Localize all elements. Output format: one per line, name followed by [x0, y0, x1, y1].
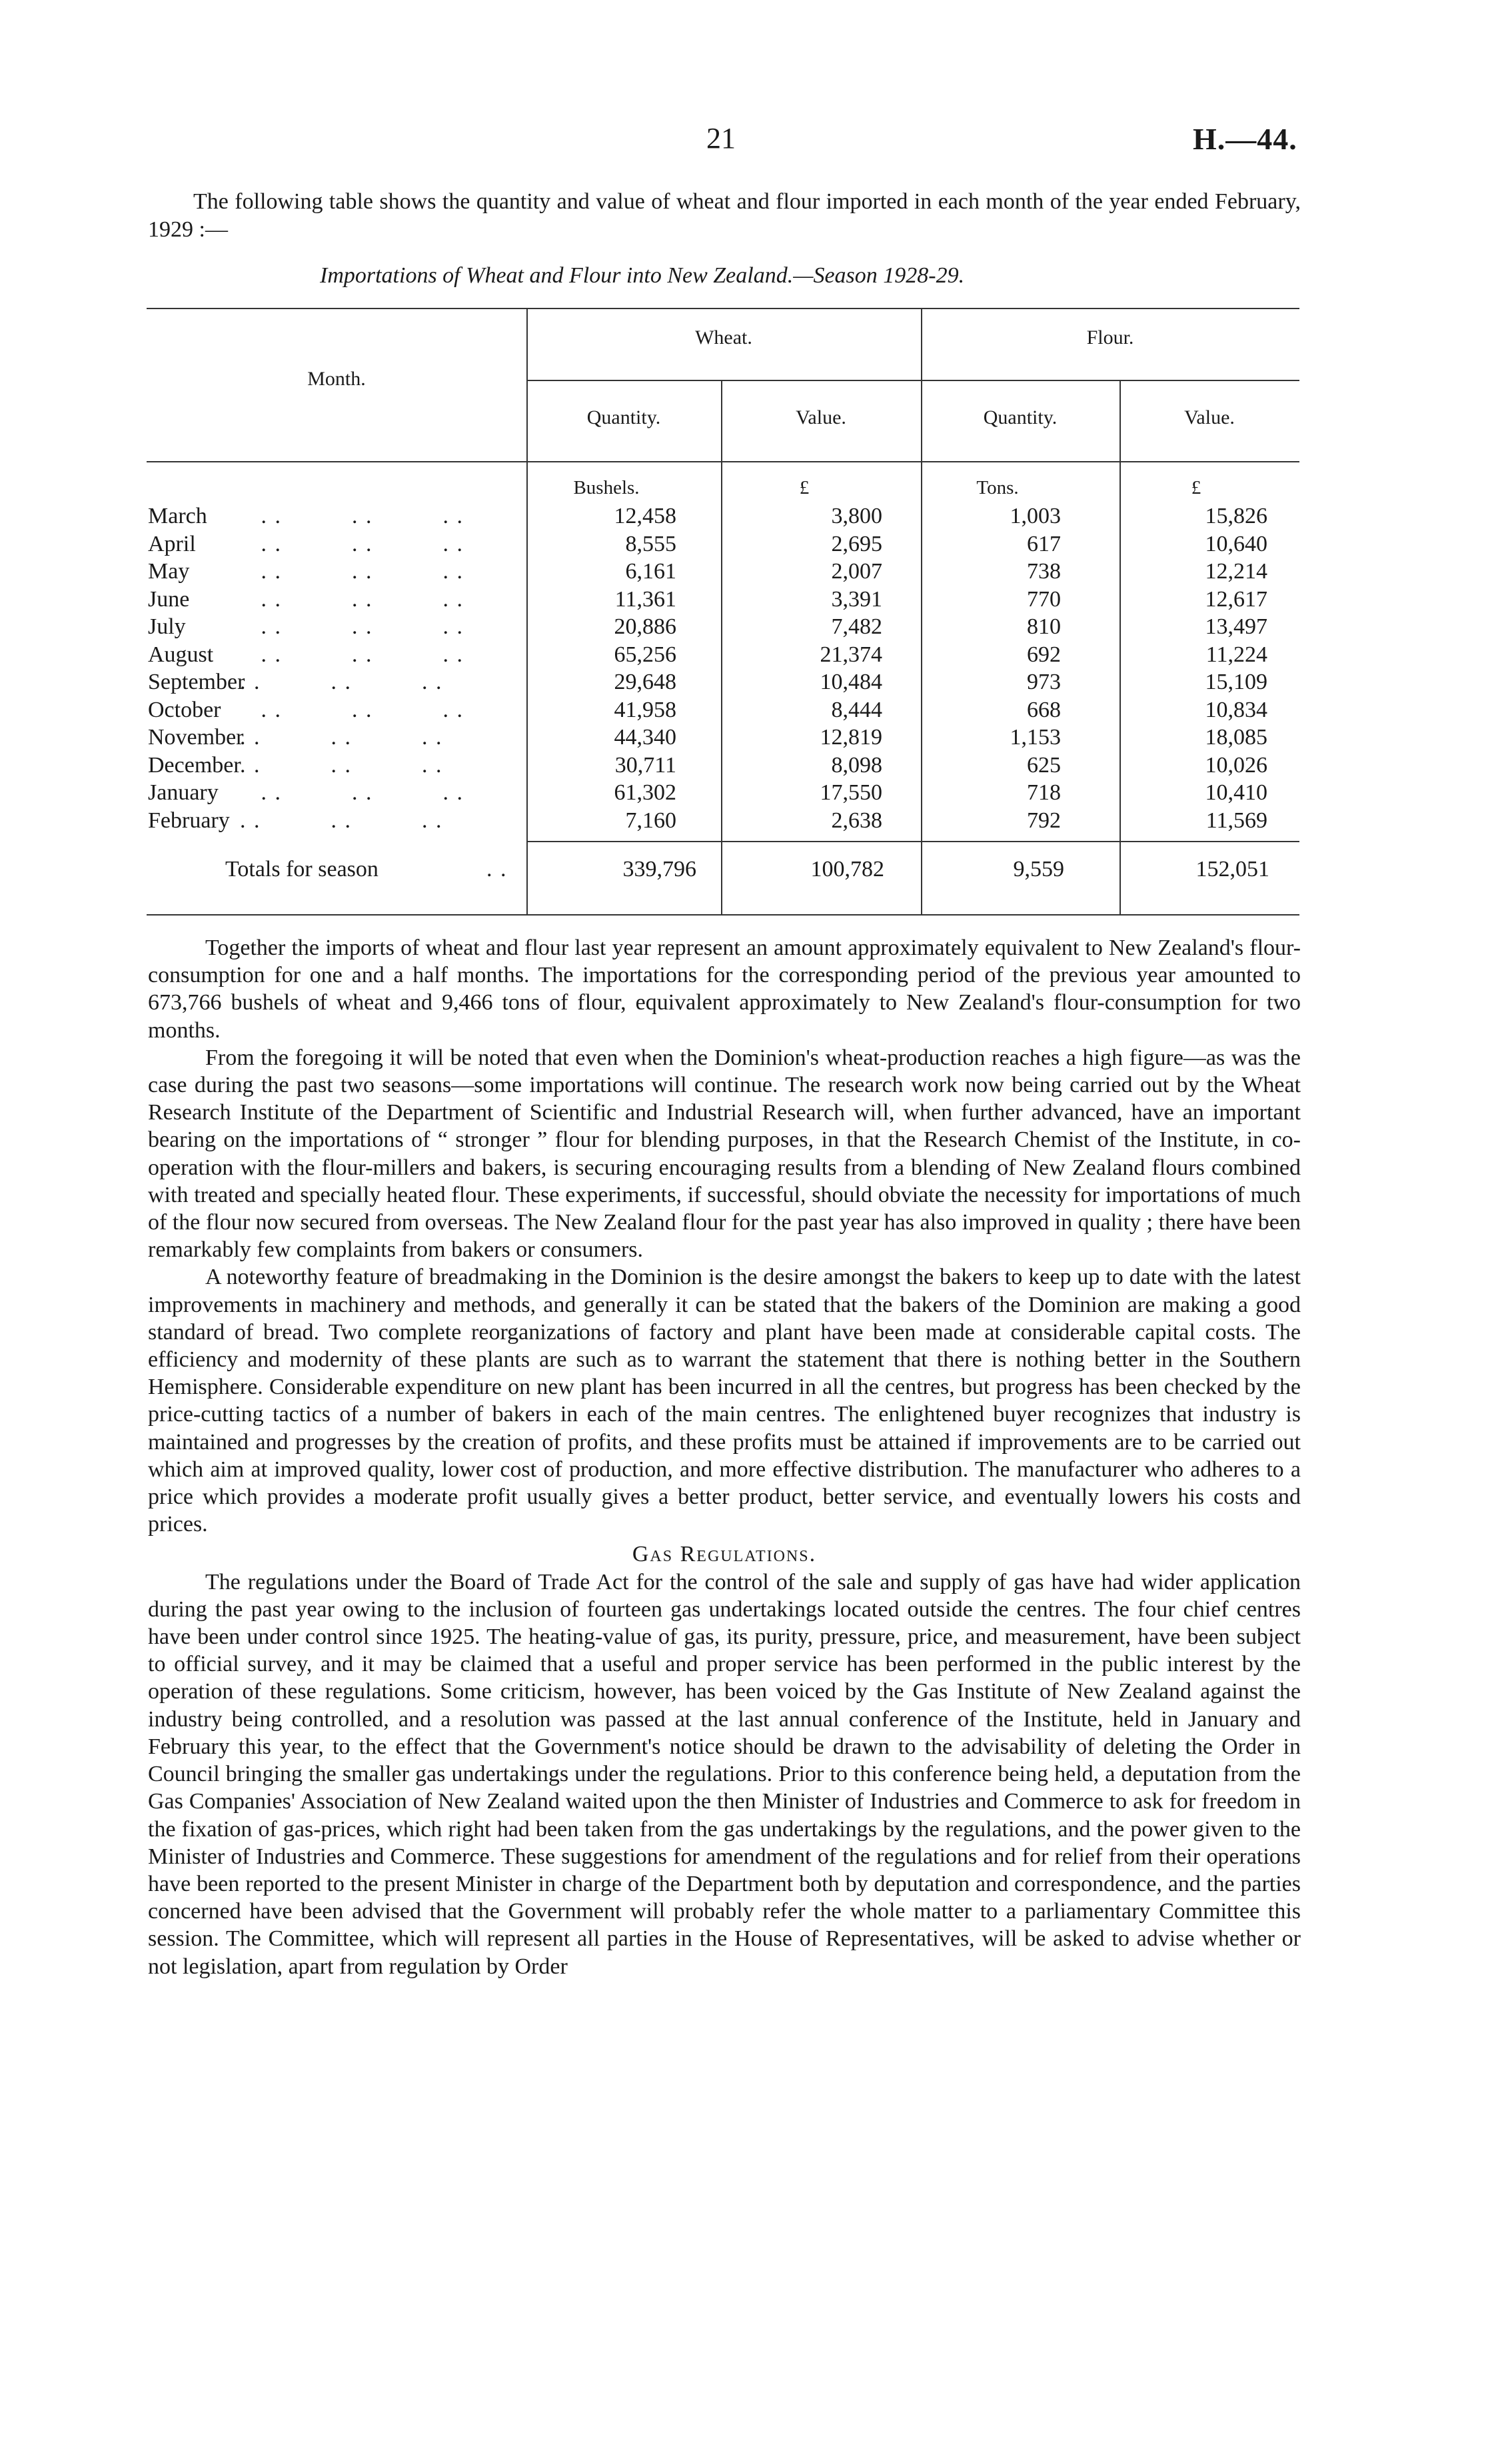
table-cell-flour-value: 18,085: [1205, 725, 1267, 750]
table-row: [147, 752, 506, 780]
table-cell-wheat-value: 12,819: [820, 725, 882, 750]
leader-dots: . . . . . .: [240, 752, 443, 778]
table-cell-flour-value: 10,640: [1205, 531, 1267, 556]
table-cell-flour-value: 12,214: [1205, 559, 1267, 584]
table-totals-rule: [526, 841, 1299, 842]
table-cell-wheat-value: 10,484: [820, 670, 882, 694]
table-cell-wheat-quantity: 20,886: [614, 614, 676, 639]
header-wheat: Wheat.: [695, 326, 752, 348]
total-wheat-value: 100,782: [810, 857, 884, 882]
table-row: [147, 586, 506, 614]
table-cell-flour-value: 11,224: [1205, 642, 1267, 667]
leader-dots: . . . . . .: [240, 586, 464, 612]
leader-dots: . . . . . .: [240, 725, 443, 750]
month-label: November: [148, 725, 244, 750]
table-row: [147, 613, 506, 641]
unit-flour-quantity: Tons.: [976, 477, 1019, 498]
table-row: [147, 641, 506, 669]
table-cell-flour-quantity: 738: [1027, 559, 1061, 584]
month-label: August: [148, 642, 214, 667]
month-label: October: [148, 697, 221, 722]
table-cell-wheat-quantity: 61,302: [614, 780, 676, 805]
imports-table: [147, 308, 1299, 916]
table-row: [147, 807, 506, 835]
table-cell-wheat-quantity: 41,958: [614, 697, 676, 722]
wheat-quantity-column: [526, 502, 676, 834]
leader-dots: . . . . . .: [240, 642, 464, 667]
leader-dots: . . . . . .: [240, 808, 443, 833]
table-row: [147, 502, 506, 530]
table-cell-wheat-value: 3,800: [831, 504, 882, 528]
page-reference: H.—44.: [1193, 122, 1297, 156]
table-cell-flour-value: 15,109: [1205, 670, 1267, 694]
month-label: March: [148, 504, 207, 528]
leader-dots: . . . . . .: [240, 531, 464, 556]
table-cell-wheat-quantity: 30,711: [614, 752, 676, 778]
unit-flour-value: £: [1191, 477, 1201, 498]
table-cell-flour-quantity: 770: [1027, 586, 1061, 612]
month-label: December: [148, 752, 241, 778]
paragraph-breadmaking: A noteworthy feature of breadmaking in the Dominion is the desire amongst the bakers to keep up to date with the latest improvements in machinery and methods, and generally it can be stated that the bakers of the Dominion are making a good standard of bread. Two complete reorganizations of factory and plant have been made at considerable capital costs. The efficiency and modernity of these plants are such as to warrant the statement that there is nothing better in the Southern Hemisphere. Considerable expenditure on new plant has been incurred in all the centres, but progress has been checked by the price-cutting tactics of a number of bakers in each of the main centres. The enlightened buyer recognizes that industry is maintained and progresses by the creation of profits, and these profits must be attained if improvements are to be carried out which aim at improved quality, lower cost of production, and more effective distribution. The manufacturer who adheres to a price which provides a moderate profit usually gives a better product, better service, and eventually lowers his costs and prices.: [148, 1265, 1301, 1537]
header-wheat-value: Value.: [796, 406, 846, 428]
totals-label: Totals for season: [225, 857, 378, 882]
flour-value-column: [1119, 502, 1267, 834]
month-label: May: [148, 559, 190, 584]
table-cell-flour-value: 15,826: [1205, 504, 1267, 528]
table-cell-flour-quantity: 625: [1027, 752, 1061, 778]
month-label: January: [148, 780, 219, 805]
table-caption: Importations of Wheat and Flour into New Zealand.—Season 1928-29.: [320, 263, 965, 288]
table-cell-wheat-quantity: 65,256: [614, 642, 676, 667]
leader-dots: . . . . . .: [240, 670, 443, 694]
table-cell-flour-quantity: 617: [1027, 531, 1061, 556]
table-cell-flour-quantity: 718: [1027, 780, 1061, 805]
leader-dots: . . . . . .: [240, 780, 464, 805]
table-cell-flour-quantity: 692: [1027, 642, 1061, 667]
table-cell-flour-value: 10,410: [1205, 780, 1267, 805]
month-column: [147, 502, 506, 834]
header-flour-quantity: Quantity.: [983, 406, 1058, 428]
table-bottom-rule: [147, 914, 1299, 916]
table-cell-wheat-quantity: 11,361: [614, 586, 676, 612]
table-cell-wheat-quantity: 44,340: [614, 725, 676, 750]
table-cell-wheat-quantity: 29,648: [614, 670, 676, 694]
table-cell-flour-value: 10,026: [1205, 752, 1267, 778]
unit-wheat-quantity: Bushels.: [573, 477, 640, 498]
table-row: [147, 779, 506, 807]
table-cell-wheat-value: 2,007: [831, 559, 882, 584]
intro-paragraph: The following table shows the quantity and value of wheat and flour imported in each month of the year ended February, 1929 :—: [148, 189, 1301, 242]
table-cell-wheat-quantity: 12,458: [614, 504, 676, 528]
table-row: [147, 724, 506, 752]
table-cell-flour-value: 11,569: [1205, 808, 1267, 833]
unit-wheat-value: £: [799, 477, 810, 498]
table-cell-wheat-value: 8,444: [831, 697, 882, 722]
table-cell-flour-quantity: 792: [1027, 808, 1061, 833]
table-cell-flour-quantity: 668: [1027, 697, 1061, 722]
body-text: [148, 934, 1301, 1980]
header-month: Month.: [307, 368, 366, 390]
table-subheader-rule: [526, 380, 1299, 381]
table-cell-flour-quantity: 973: [1027, 670, 1061, 694]
table-cell-flour-value: 10,834: [1205, 697, 1267, 722]
table-row: [147, 558, 506, 586]
section-heading-gas-regulations: Gas Regulations.: [632, 1542, 817, 1567]
table-row: [147, 530, 506, 558]
table-cell-flour-quantity: 1,153: [1010, 725, 1061, 750]
total-flour-value: 152,051: [1195, 857, 1269, 882]
table-cell-wheat-quantity: 8,555: [625, 531, 676, 556]
leader-dots: . . . . . .: [240, 504, 464, 528]
table-cell-flour-quantity: 1,003: [1010, 504, 1061, 528]
leader-dots: . . . . . .: [240, 559, 464, 584]
table-cell-wheat-value: 17,550: [820, 780, 882, 805]
wheat-value-column: [721, 502, 882, 834]
header-flour-value: Value.: [1184, 406, 1235, 428]
table-cell-wheat-value: 21,374: [820, 642, 882, 667]
leader-dots: . . . . . .: [240, 697, 464, 722]
page-number: 21: [706, 122, 736, 155]
table-cell-wheat-value: 3,391: [831, 586, 882, 612]
flour-quantity-column: [921, 502, 1061, 834]
paragraph-imports-summary: Together the imports of wheat and flour last year represent an amount approximately equivalent to New Zealand's flour-consumption for one and a half months. The importations for the corresponding period of the previous year amounted to 673,766 bushels of wheat and 9,466 tons of flour, equivalent approximately to New Zealand's flour-consumption for two months.: [148, 935, 1301, 1043]
month-label: June: [148, 586, 190, 612]
paragraph-gas-regulations: The regulations under the Board of Trade Act for the control of the sale and supply of gas have had wider application during the past year owing to the inclusion of fourteen gas undertakings located outside the centres. The four chief centres have been under control since 1925. The heating-value of gas, its purity, pressure, price, and measurement, have been subject to official survey, and it may be claimed that a useful and proper service has been performed in the public interest by the operation of these regulations. Some criticism, however, has been voiced by the Gas Institute of New Zealand against the industry being controlled, and a resolution was passed at the last annual conference of the Institute, held in January and February this year, to the effect that the Government's notice should be drawn to the advisability of deleting the Order in Council bringing the smaller gas undertakings under the regulations. Prior to this conference being held, a deputation from the Gas Companies' Association of New Zealand waited upon the then Minister of Industries and Commerce to ask for freedom in the fixation of gas-prices, which right had been taken from the gas undertakings by the regulations, and the power given to the Minister of Industries and Commerce. These suggestions for amendment of the regulations and for relief from their operations have been reported to the present Minister in charge of the Department both by deputation and correspondence, and the parties concerned have been advised that the Government will probably refer the whole matter to a parliamentary Committee this session. The Committee, which will represent all parties in the House of Representatives, will be asked to advise whether or not legislation, apart from regulation by Order: [148, 1569, 1301, 1979]
table-row: [147, 668, 506, 696]
table-row: [147, 696, 506, 724]
header-wheat-quantity: Quantity.: [586, 406, 661, 428]
totals-leader-dots: . .: [486, 857, 508, 882]
month-label: February: [148, 808, 230, 833]
table-cell-flour-quantity: 810: [1027, 614, 1061, 639]
total-wheat-quantity: 339,796: [622, 857, 696, 882]
table-cell-flour-value: 13,497: [1205, 614, 1267, 639]
month-label: September: [148, 670, 245, 694]
table-header-bottom-rule: [147, 461, 1299, 462]
table-top-rule: [147, 308, 1299, 309]
table-cell-wheat-value: 2,638: [831, 808, 882, 833]
total-flour-quantity: 9,559: [1013, 857, 1064, 882]
leader-dots: . . . . . .: [240, 614, 464, 639]
paragraph-wheat-research: From the foregoing it will be noted that even when the Dominion's wheat-production reaches a high figure—as was the case during the past two seasons—some importations will continue. The research work now being carried out by the Wheat Research Institute of the Department of Scientific and Industrial Research will, when further advanced, have an important bearing on the importations of “ stronger ” flour for blending purposes, in that the Research Chemist of the Institute, in co-operation with the flour-millers and bakers, is securing encouraging results from a blending of New Zealand flours combined with treated and specially heated flour. These experiments, if successful, should obviate the necessity for importations of much of the flour now secured from overseas. The New Zealand flour for the past year has also improved in quality ; there have been remarkably few complaints from bakers or consumers.: [148, 1045, 1301, 1263]
month-label: April: [148, 531, 196, 556]
header-flour: Flour.: [1086, 326, 1134, 348]
table-cell-wheat-quantity: 6,161: [625, 559, 676, 584]
table-cell-wheat-quantity: 7,160: [625, 808, 676, 833]
table-cell-wheat-value: 2,695: [831, 531, 882, 556]
table-cell-flour-value: 12,617: [1205, 586, 1267, 612]
table-cell-wheat-value: 8,098: [831, 752, 882, 778]
table-cell-wheat-value: 7,482: [831, 614, 882, 639]
month-label: July: [148, 614, 186, 639]
